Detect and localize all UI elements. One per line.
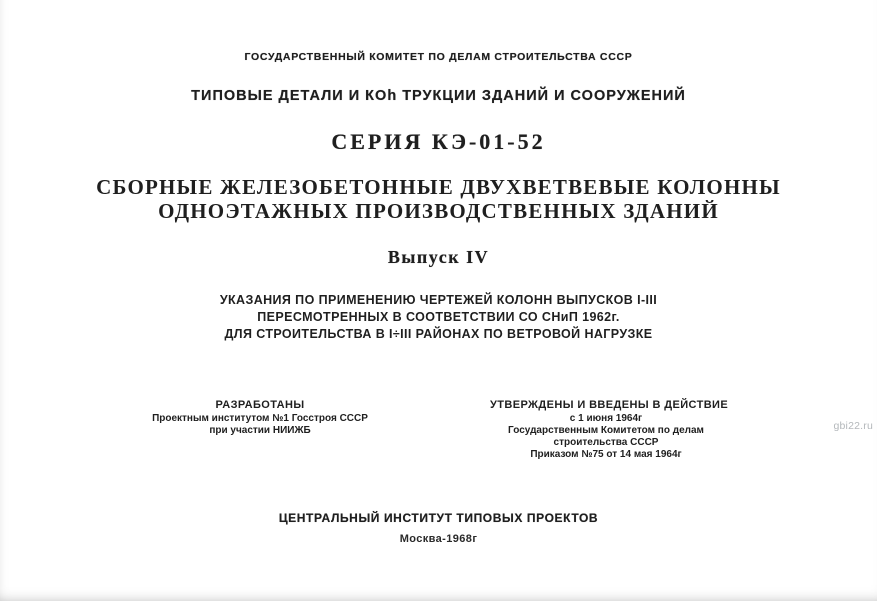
subtitle-line-2: ПЕРЕСМОТРЕННЫХ В СООТВЕТСТВИИ СО СНиП 1962г. [257, 310, 620, 324]
subtitle [0, 292, 877, 343]
developed-by-line-1: Проектным институтом №1 Госстроя СССР [152, 413, 368, 424]
main-title-line-2: ОДНОЭТАЖНЫХ ПРОИЗВОДСТВЕННЫХ ЗДАНИЙ [158, 199, 719, 223]
publisher: ЦЕНТРАЛЬНЫЙ ИНСТИТУТ ТИПОВЫХ ПРОЕКТОВ [278, 511, 599, 525]
subtitle-line-1: УКАЗАНИЯ ПО ПРИМЕНЕНИЮ ЧЕРТЕЖЕЙ КОЛОНН ВЫПУСКОВ I-III [219, 293, 658, 307]
developed-by-line-2: при участии НИИЖБ [209, 425, 311, 436]
watermark: gbi22.ru [833, 420, 873, 432]
main-title-line-1: СБОРНЫЕ ЖЕЛЕЗОБЕТОННЫЕ ДВУХВЕТВЕВЫЕ КОЛОННЫ [96, 175, 781, 199]
approved-by-line-1: с 1 июня 1964г [569, 413, 643, 424]
main-title [0, 175, 877, 223]
approved-by-block [490, 399, 729, 461]
approved-by-line-4: Приказом №75 от 14 мая 1964г [530, 449, 682, 460]
subtitle-line-3: ДЛЯ СТРОИТЕЛЬСТВА В I÷III РАЙОНАХ ПО ВЕТРОВОЙ НАГРУЗКЕ [224, 327, 653, 341]
developed-by-block [140, 399, 380, 437]
approved-by-heading: УТВЕРЖДЕНЫ И ВВЕДЕНЫ В ДЕЙСТВИЕ [490, 399, 729, 411]
approved-by-line-2: Государственным Комитетом по делам [508, 425, 704, 436]
developed-by-heading: РАЗРАБОТАНЫ [215, 399, 305, 411]
issue-number: Выпуск IV [387, 247, 490, 267]
city-year: Москва-1968г [399, 533, 478, 545]
document-type-header: ТИПОВЫЕ ДЕТАЛИ И КОh ТРУКЦИИ ЗДАНИЙ И СООРУЖЕНИЙ [191, 88, 686, 104]
series-number: СЕРИЯ КЭ-01-52 [331, 129, 546, 154]
organization-header: ГОСУДАРСТВЕННЫЙ КОМИТЕТ ПО ДЕЛАМ СТРОИТЕЛЬСТВА СССР [244, 51, 633, 63]
approved-by-line-3: строительства СССР [553, 437, 659, 448]
